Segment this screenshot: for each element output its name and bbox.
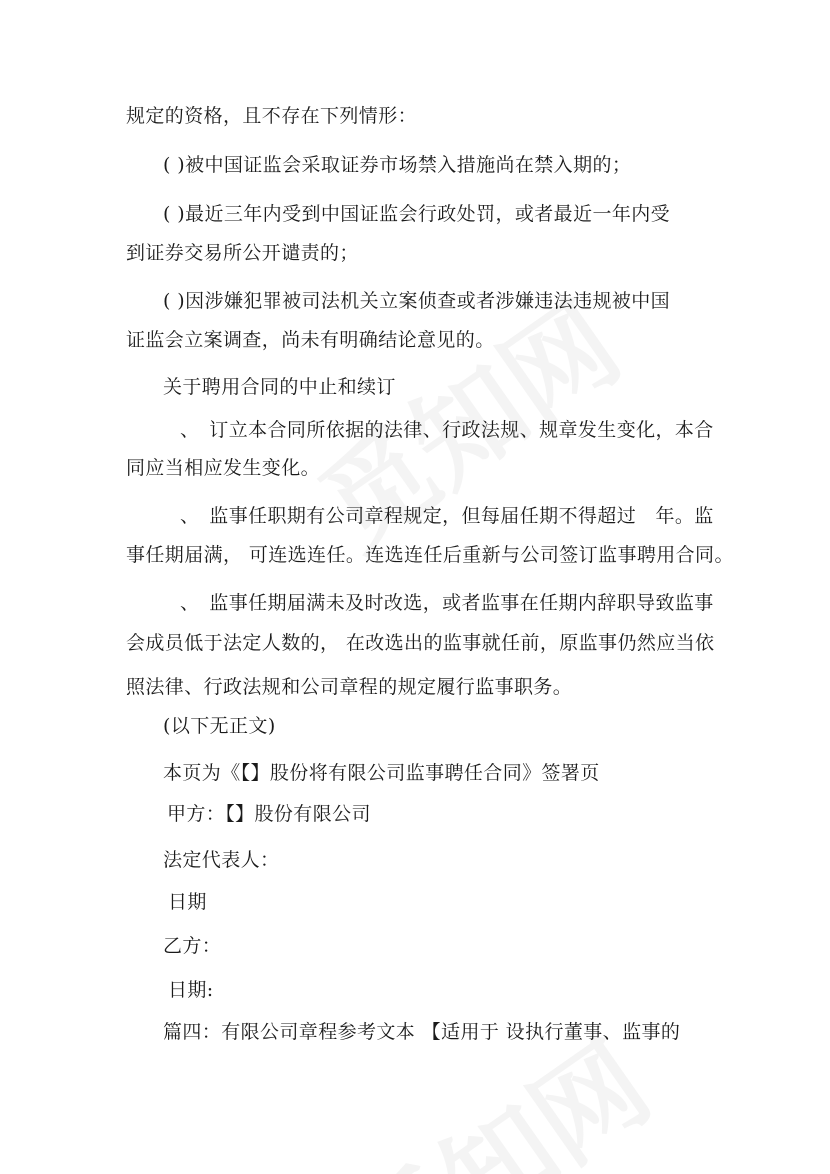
text-line: 到证券交易所公开谴责的； <box>126 242 359 264</box>
text-line: 日期: <box>168 979 214 1001</box>
text-line: 证监会立案调查，尚未有明确结论意见的。 <box>126 329 495 351</box>
text-line: 规定的资格，且不存在下列情形： <box>126 105 418 127</box>
text-line: 会成员低于法定人数的， 在改选出的监事就任前，原监事仍然应当依 <box>126 632 715 654</box>
text-line: 事任期届满， 可连选连任。连选连任后重新与公司签订监事聘用合同。 <box>126 544 734 566</box>
text-line: 、 监事任期届满未及时改选，或者监事在任期内辞职导致监事 <box>180 592 714 614</box>
text-line: 甲方：【】股份有限公司 <box>167 803 371 825</box>
text-line: 、 订立本合同所依据的法律、行政法规、规章发生变化，本合 <box>180 419 714 441</box>
text-line: (以下无正文) <box>163 715 276 737</box>
text-line: 同应当相应发生变化。 <box>126 457 321 479</box>
text-line: ( )最近三年内受到中国证监会行政处罚，或者最近一年内受 <box>163 203 671 225</box>
text-line: 关于聘用合同的中止和续订 <box>163 376 396 398</box>
text-line: ( )被中国证监会采取证券市场禁入措施尚在禁入期的； <box>163 154 632 176</box>
text-line: 照法律、行政法规和公司章程的规定履行监事职务。 <box>126 676 573 698</box>
text-line: 、 监事任职期有公司章程规定，但每届任期不得超过 年。监 <box>180 505 714 527</box>
text-line: ( )因涉嫌犯罪被司法机关立案侦查或者涉嫌违法违规被中国 <box>163 290 671 312</box>
text-line: 篇四：有限公司章程参考文本 【适用于 设执行董事、监事的 <box>163 1021 681 1043</box>
text-line: 乙方： <box>163 935 222 957</box>
text-line: 法定代表人： <box>163 849 280 871</box>
text-line: 本页为《【】股份将有限公司监事聘任合同》签署页 <box>163 762 600 784</box>
text-line: 日期 <box>168 891 207 913</box>
